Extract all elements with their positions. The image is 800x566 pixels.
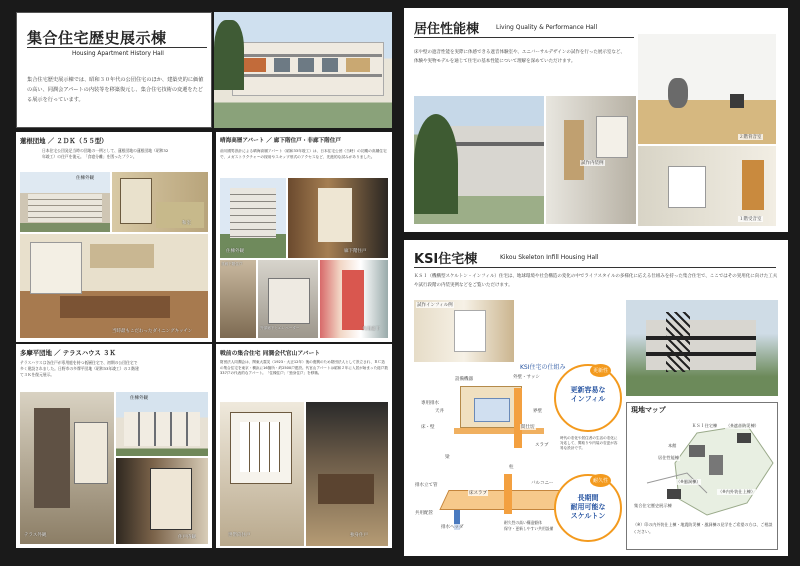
ksi-label-balcony: バルコニー	[531, 481, 554, 486]
section-doujunkai	[216, 344, 392, 548]
history-hall-intro: 集合住宅歴史展示棟では、昭和３０年代の公団住宅のほか、建築史的に価値の高い、同潤会アパートの内装等を移築復元し、集合住宅技術の変遷をたどる展示を行っています。	[27, 77, 204, 103]
ksi-label-floor-slab: 床スラブ	[469, 491, 487, 496]
tamadaira-caption-exterior: 住棟外観	[130, 396, 148, 401]
ksi-diagram-note: 耐久性の高い構造躯体 保守・更新しやすい共用設備	[504, 520, 554, 531]
ksi-building-photo	[626, 300, 778, 396]
ksi-label-drain: 専用排水	[421, 401, 439, 406]
section-tamadaira-title: 多摩平団地 ／ テラスハウス ３Ｋ	[20, 349, 116, 357]
ksi-hall-desc: ＫＳＩ（機構型スケルトン・インフィル）住宅は、地球環境や社会構造の変化の中でライフスタイルの多様化に応える仕組みを持った集合住宅で、ここではその実用化に向けた工夫や試行段階の内装実例などをご覧いただけます。	[414, 274, 778, 288]
section-tamadaira	[16, 344, 212, 548]
history-hall-title: 集合住宅歴史展示棟	[27, 29, 167, 47]
ksi-label-drain-header: 排水ヘッダ	[441, 525, 464, 530]
section-harumi	[216, 132, 392, 342]
hasune-kitchen-photo	[20, 234, 208, 338]
site-map-label-finish: （※内外装仕上棟）	[718, 489, 756, 494]
ksi-label-standpipe: 排水立て管	[415, 483, 438, 488]
tamadaira-caption-interior: 住戸内観	[178, 535, 196, 540]
tamadaira-caption-terrace: テラス外観	[24, 533, 47, 538]
site-map-label-quality: 居住性能棟	[658, 455, 679, 460]
harumi-caption-shared-corridor: 共用廊下	[362, 327, 380, 332]
tamadaira-terrace-photo	[20, 392, 114, 544]
section-harumi-desc: 前川國男設計による晴海高層アパート（昭和33年竣工）は、日本住宅公団（当時）の初期の高層住宅で、メガストラクチャーの採用やスキップ形式のアクセスなど、先進的な試みがありました。	[220, 149, 387, 159]
doujunkai-single-unit-photo	[306, 402, 388, 546]
ksi-label-beam: 梁	[445, 455, 450, 460]
hasune-caption-kitchen: 当時最もこだわったダイニングキッチン	[112, 329, 193, 334]
section-hasune-desc: 日本住宅公団発足当時の団地の一例として、蓮根団地の蓮根団地（昭和32年竣工）の住戸を復元。「食寝分離」を図ったプラン。	[42, 148, 169, 159]
site-map	[626, 402, 778, 550]
ksi-diagram	[414, 304, 622, 550]
quality-hall-subtitle: Living Quality & Performance Hall	[496, 24, 598, 31]
site-map-label-wind: （※風洞棟）	[676, 479, 701, 484]
ksi-durability-bubble	[554, 474, 622, 542]
hasune-caption-exterior: 住棟外観	[76, 176, 94, 181]
section-hasune	[16, 132, 212, 342]
history-hall-header	[16, 12, 212, 128]
ksi-durability-tag: 耐久性	[590, 474, 611, 487]
ksi-renewability-tag: 更新性	[590, 364, 611, 377]
ksi-label-slab: スラブ	[535, 443, 549, 448]
harumi-shared-corridor-photo	[320, 260, 388, 338]
harumi-corridor-unit-photo	[288, 178, 388, 258]
ksi-label-exterior-wall: 外壁・サッシ	[513, 375, 540, 380]
section-hasune-title: 蓮根団地 ／ ２ＤＫ（５５型）	[20, 137, 108, 145]
tamadaira-exterior-photo	[116, 392, 208, 456]
ksi-structure-illustration	[444, 380, 554, 464]
ksi-hall-panel	[404, 240, 788, 556]
site-map-title: 現地マップ	[631, 406, 666, 414]
title-underline	[27, 47, 207, 48]
ksi-label-partition: 間仕切	[521, 425, 535, 430]
harumi-elevator-photo	[258, 260, 318, 338]
quality-caption-prototype: 試作内装例	[581, 161, 604, 166]
doujunkai-caption-family: 世帯向住戸	[228, 533, 251, 538]
ksi-renewability-bubble	[554, 364, 622, 432]
ksi-diagram-title: KSI住宅の仕組み	[520, 364, 566, 371]
harumi-caption-corridor-unit: 廊下階住戸	[344, 249, 367, 254]
ksi-label-ceiling: 天井	[435, 409, 444, 414]
harumi-caption-noncorridor: 非廊下階住戸	[221, 262, 243, 266]
ksi-label-floor-wall: 床・壁	[421, 425, 435, 430]
harumi-caption-exterior: 住棟外観	[226, 249, 244, 254]
hasune-caption-washitsu: 和室	[182, 221, 191, 226]
ksi-hall-subtitle: Kikou Skeleton Infill Housing Hall	[500, 254, 599, 261]
hasune-exterior-photo	[20, 172, 110, 232]
ksi-label-column: 柱	[509, 465, 514, 470]
ksi-durability-text: 長期間 耐用可能な スケルトン	[570, 494, 606, 520]
section-tamadaira-desc: テラスハウスは各住戸が専用庭を持つ低層住宅で、初期の公団住宅で多く建設されました。日野市の多摩平団地（昭和33年竣工）の２階建て３Ｋを復元展示。	[20, 360, 139, 377]
doujunkai-family-unit-photo	[220, 402, 304, 546]
site-map-label-soundproof: （※遮音防災棟）	[726, 423, 759, 428]
harumi-noncorridor-photo	[220, 260, 256, 338]
site-map-label-main: 本館	[668, 443, 677, 448]
quality-caption-lower-room: １階受音室	[739, 217, 762, 222]
quality-hall-title: 居住性能棟	[414, 22, 480, 37]
quality-sound-room-photo-bottom	[638, 146, 776, 226]
quality-hall-panel	[404, 8, 788, 232]
quality-interior-photo	[546, 96, 636, 224]
ksi-title-underline	[414, 267, 776, 268]
tamadaira-interior-photo	[116, 458, 208, 544]
ksi-renewability-desc: 時代の変化や居住者の生活の変化に対応して、間取りや内装の変更が容易な設計です。	[560, 436, 618, 450]
quality-building-photo	[414, 96, 544, 224]
left-panel	[8, 8, 396, 556]
harumi-exterior-photo	[220, 178, 286, 258]
quality-title-underline	[414, 37, 634, 38]
quality-sound-room-photo-top	[638, 34, 776, 144]
harumi-caption-elevator: 外部廊下とエレベーター	[260, 326, 300, 330]
section-doujunkai-desc: 財団法人同潤会は、関東大震災（1923・大正12年）後の復興のため財団法人として設立され、ＲＣ造の集合住宅を東京・横浜に16箇所・約2500戸建設。代官山アパートは昭和２年に入居が始まった総戸数337戸の代表的なアパート。「住棟住戸」「独身住戸」を移築。	[220, 360, 388, 376]
history-hall-subtitle: Housing Apartment History Hall	[72, 51, 164, 57]
ksi-infill-caption: 試作インフィル例	[417, 303, 453, 308]
ksi-hall-title: KSI住宅棟	[414, 252, 478, 267]
hasune-tatami-photo	[112, 172, 208, 232]
section-doujunkai-title: 戦前の集合住宅 同潤会代官山アパート	[220, 351, 321, 357]
site-map-note: （※）印の内外装仕上棟・地震防災棟・風洞棟の見学をご希望の方は、ご相談ください。	[633, 522, 773, 534]
history-hall-building-photo	[214, 12, 392, 128]
doujunkai-caption-single: 独身住戸	[350, 533, 368, 538]
section-harumi-title: 晴海高層アパート ／ 廊下階住戸・非廊下階住戸	[220, 138, 341, 144]
ksi-renewability-text: 更新容易な インフィル	[570, 386, 606, 403]
quality-caption-upper-room: ２階背音室	[739, 135, 762, 140]
ksi-label-shared-pipe: 共用配管	[415, 511, 433, 516]
site-map-label-history: 集合住宅歴史展示棟	[634, 503, 672, 508]
ksi-label-equipment: 設備機器	[455, 377, 473, 382]
quality-hall-desc: 床や壁の遮音性能を実際に体感できる遮音体験室や、ユニバーサルデザインの試作を行った展示室など、体験や実物モデルを通じて住宅の基本性能について理解を深めていただけます。	[414, 50, 625, 64]
ksi-label-party-wall: 界壁	[533, 409, 542, 414]
site-map-label-ksi: ＫＳＩ住宅棟	[692, 423, 718, 428]
